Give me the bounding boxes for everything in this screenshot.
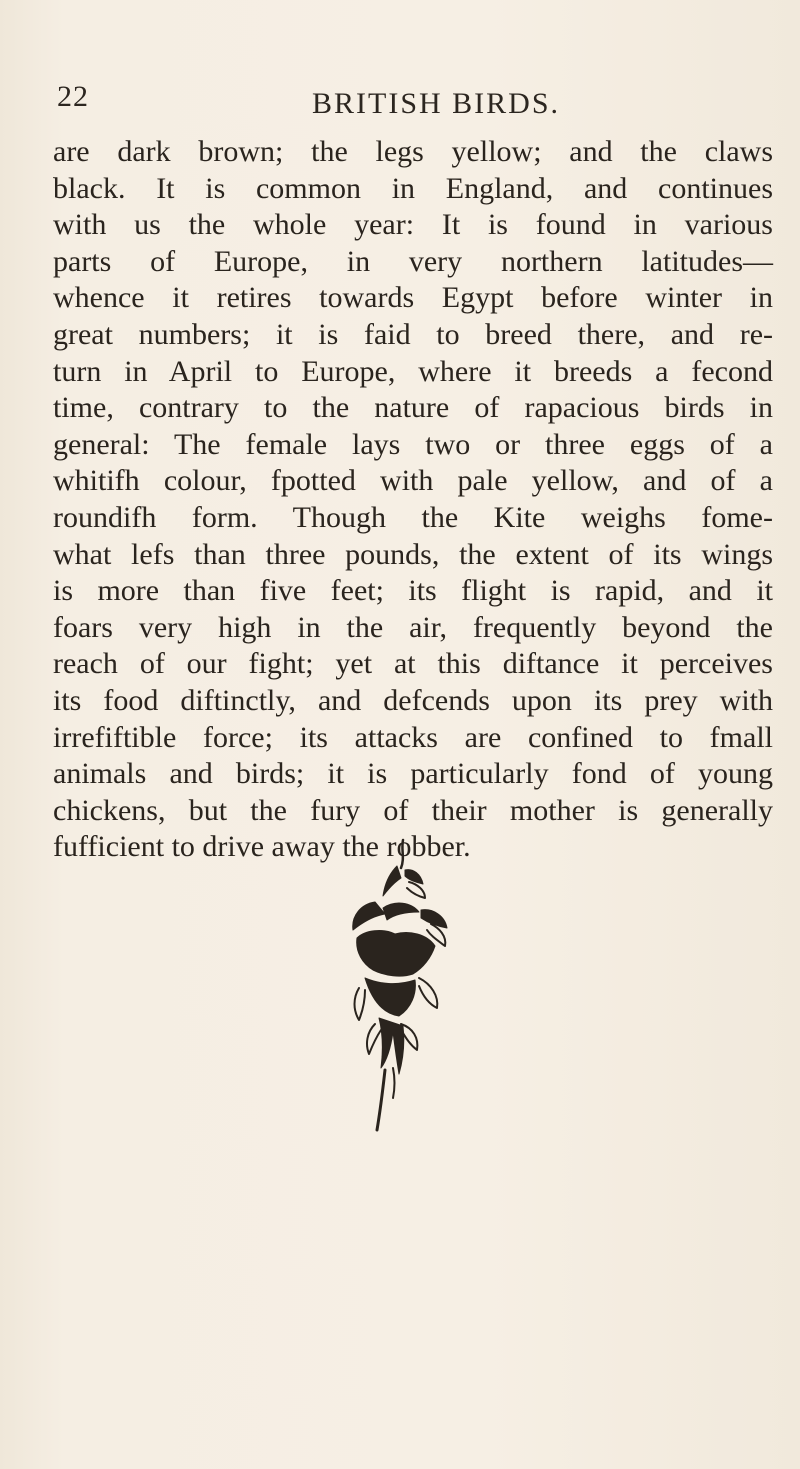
text-line: time, contrary to the nature of rapacious birds in bbox=[53, 391, 773, 425]
text-line: roundifh form. Though the Kite weighs fome- bbox=[53, 500, 773, 534]
page-number: 22 bbox=[57, 80, 89, 113]
text-line: its food diftinctly, and defcends upon its prey with bbox=[53, 683, 773, 717]
text-line: foars very high in the air, frequently beyond the bbox=[53, 610, 773, 644]
text-line: with us the whole year: It is found in various bbox=[53, 208, 773, 242]
text-line: is more than five feet; its flight is rapid, and it bbox=[53, 574, 773, 608]
text-line: irrefiftible force; its attacks are confined to fmall bbox=[53, 720, 773, 754]
text-line: great numbers; it is faid to breed there, and re- bbox=[53, 317, 773, 351]
text-line: animals and birds; it is particularly fond of young bbox=[53, 757, 773, 791]
text-line: what lefs than three pounds, the extent of its wings bbox=[53, 537, 773, 571]
text-line: general: The female lays two or three eggs of a bbox=[53, 427, 773, 461]
text-line: whence it retires towards Egypt before winter in bbox=[53, 281, 773, 315]
text-line: are dark brown; the legs yellow; and the claws bbox=[53, 135, 773, 168]
text-line: reach of our fight; yet at this diftance it perceives bbox=[53, 647, 773, 681]
text-line: black. It is common in England, and continues bbox=[53, 171, 773, 205]
text-line: whitifh colour, fpotted with pale yellow, and of a bbox=[53, 464, 773, 498]
tailpiece-vignette-icon bbox=[335, 838, 465, 1138]
text-line: parts of Europe, in very northern latitudes— bbox=[53, 244, 773, 278]
text-line: turn in April to Europe, where it breeds a fecond bbox=[53, 354, 773, 388]
text-line: fufficient to drive away the robber. bbox=[53, 830, 471, 864]
body-text bbox=[53, 134, 773, 866]
running-title: BRITISH BIRDS. bbox=[312, 87, 561, 120]
text-line: chickens, but the fury of their mother is generally bbox=[53, 793, 773, 827]
